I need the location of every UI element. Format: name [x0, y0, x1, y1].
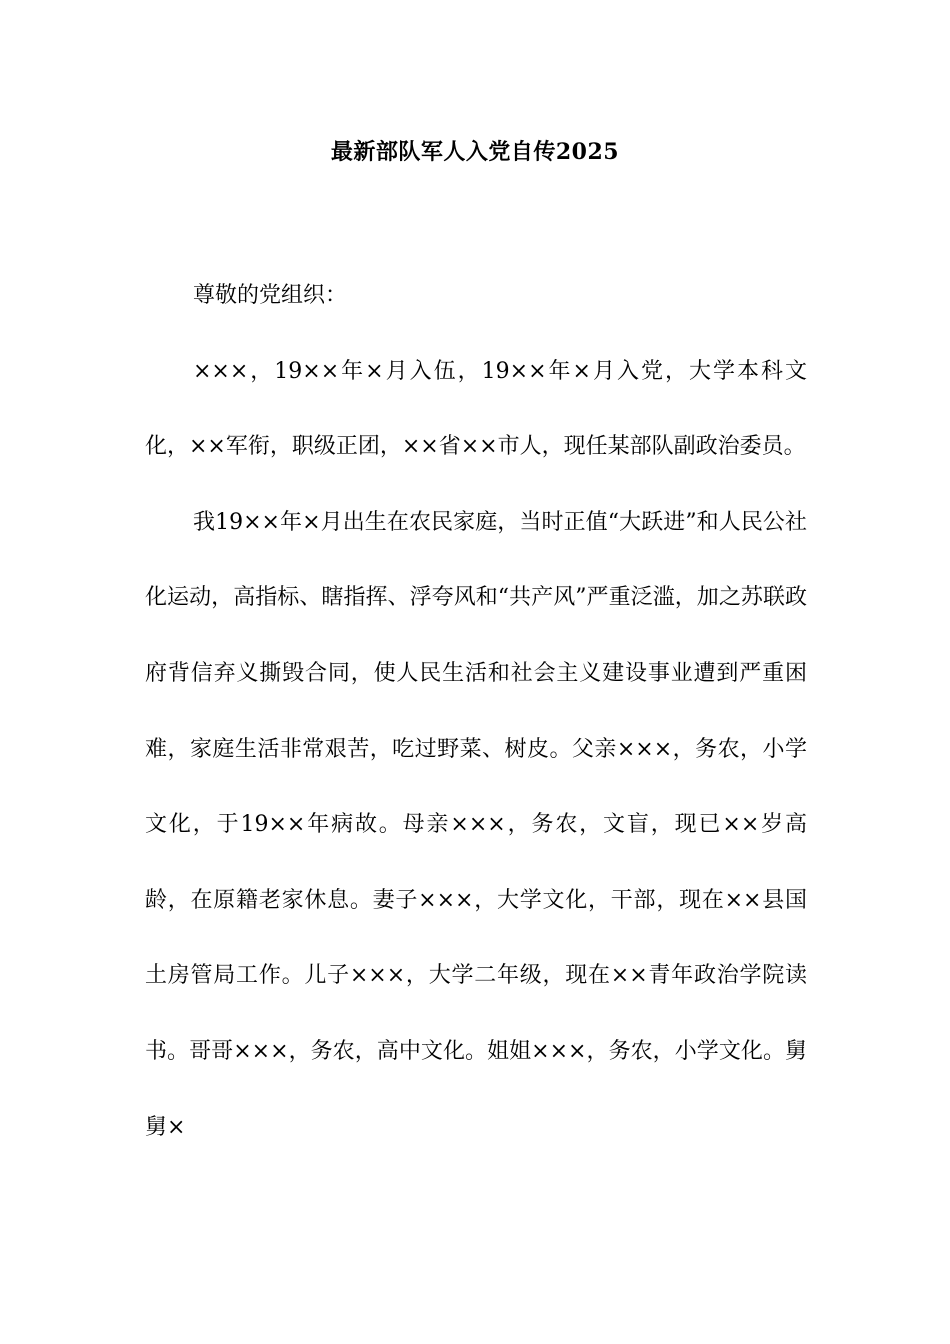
paragraph-intro: ×××，19××年×月入伍，19××年×月入党，大学本科文化，××军衔，职级正团，××省××市人，现任某部队副政治委员。	[145, 358, 807, 460]
document-title: 最新部队军人入党自传2025	[330, 139, 620, 165]
salutation: 尊敬的党组织：	[193, 283, 348, 308]
paragraph-family: 我19××年×月出生在农民家庭，当时正值“大跃进”和人民公社化运动，高指标、瞎指挥、浮夸风和“共产风”严重泛滥，加之苏联政府背信弃义撕毁合同，使人民生活和社会主义建设事业遭到严重困难，家庭生活非常艰苦，吃过野菜、树皮。父亲×××，务农，小学文化，于19××年病故。母亲×××，务农，文盲，现已××岁高龄，在原籍老家休息。妻子×××，大学文化，干部，现在××县国土房管局工作。儿子×××，大学二年级，现在××青年政治学院读书。哥哥×××，务农，高中文化。姐姐×××，务农，小学文化。舅舅×	[145, 509, 807, 1140]
document-body	[145, 258, 807, 1165]
